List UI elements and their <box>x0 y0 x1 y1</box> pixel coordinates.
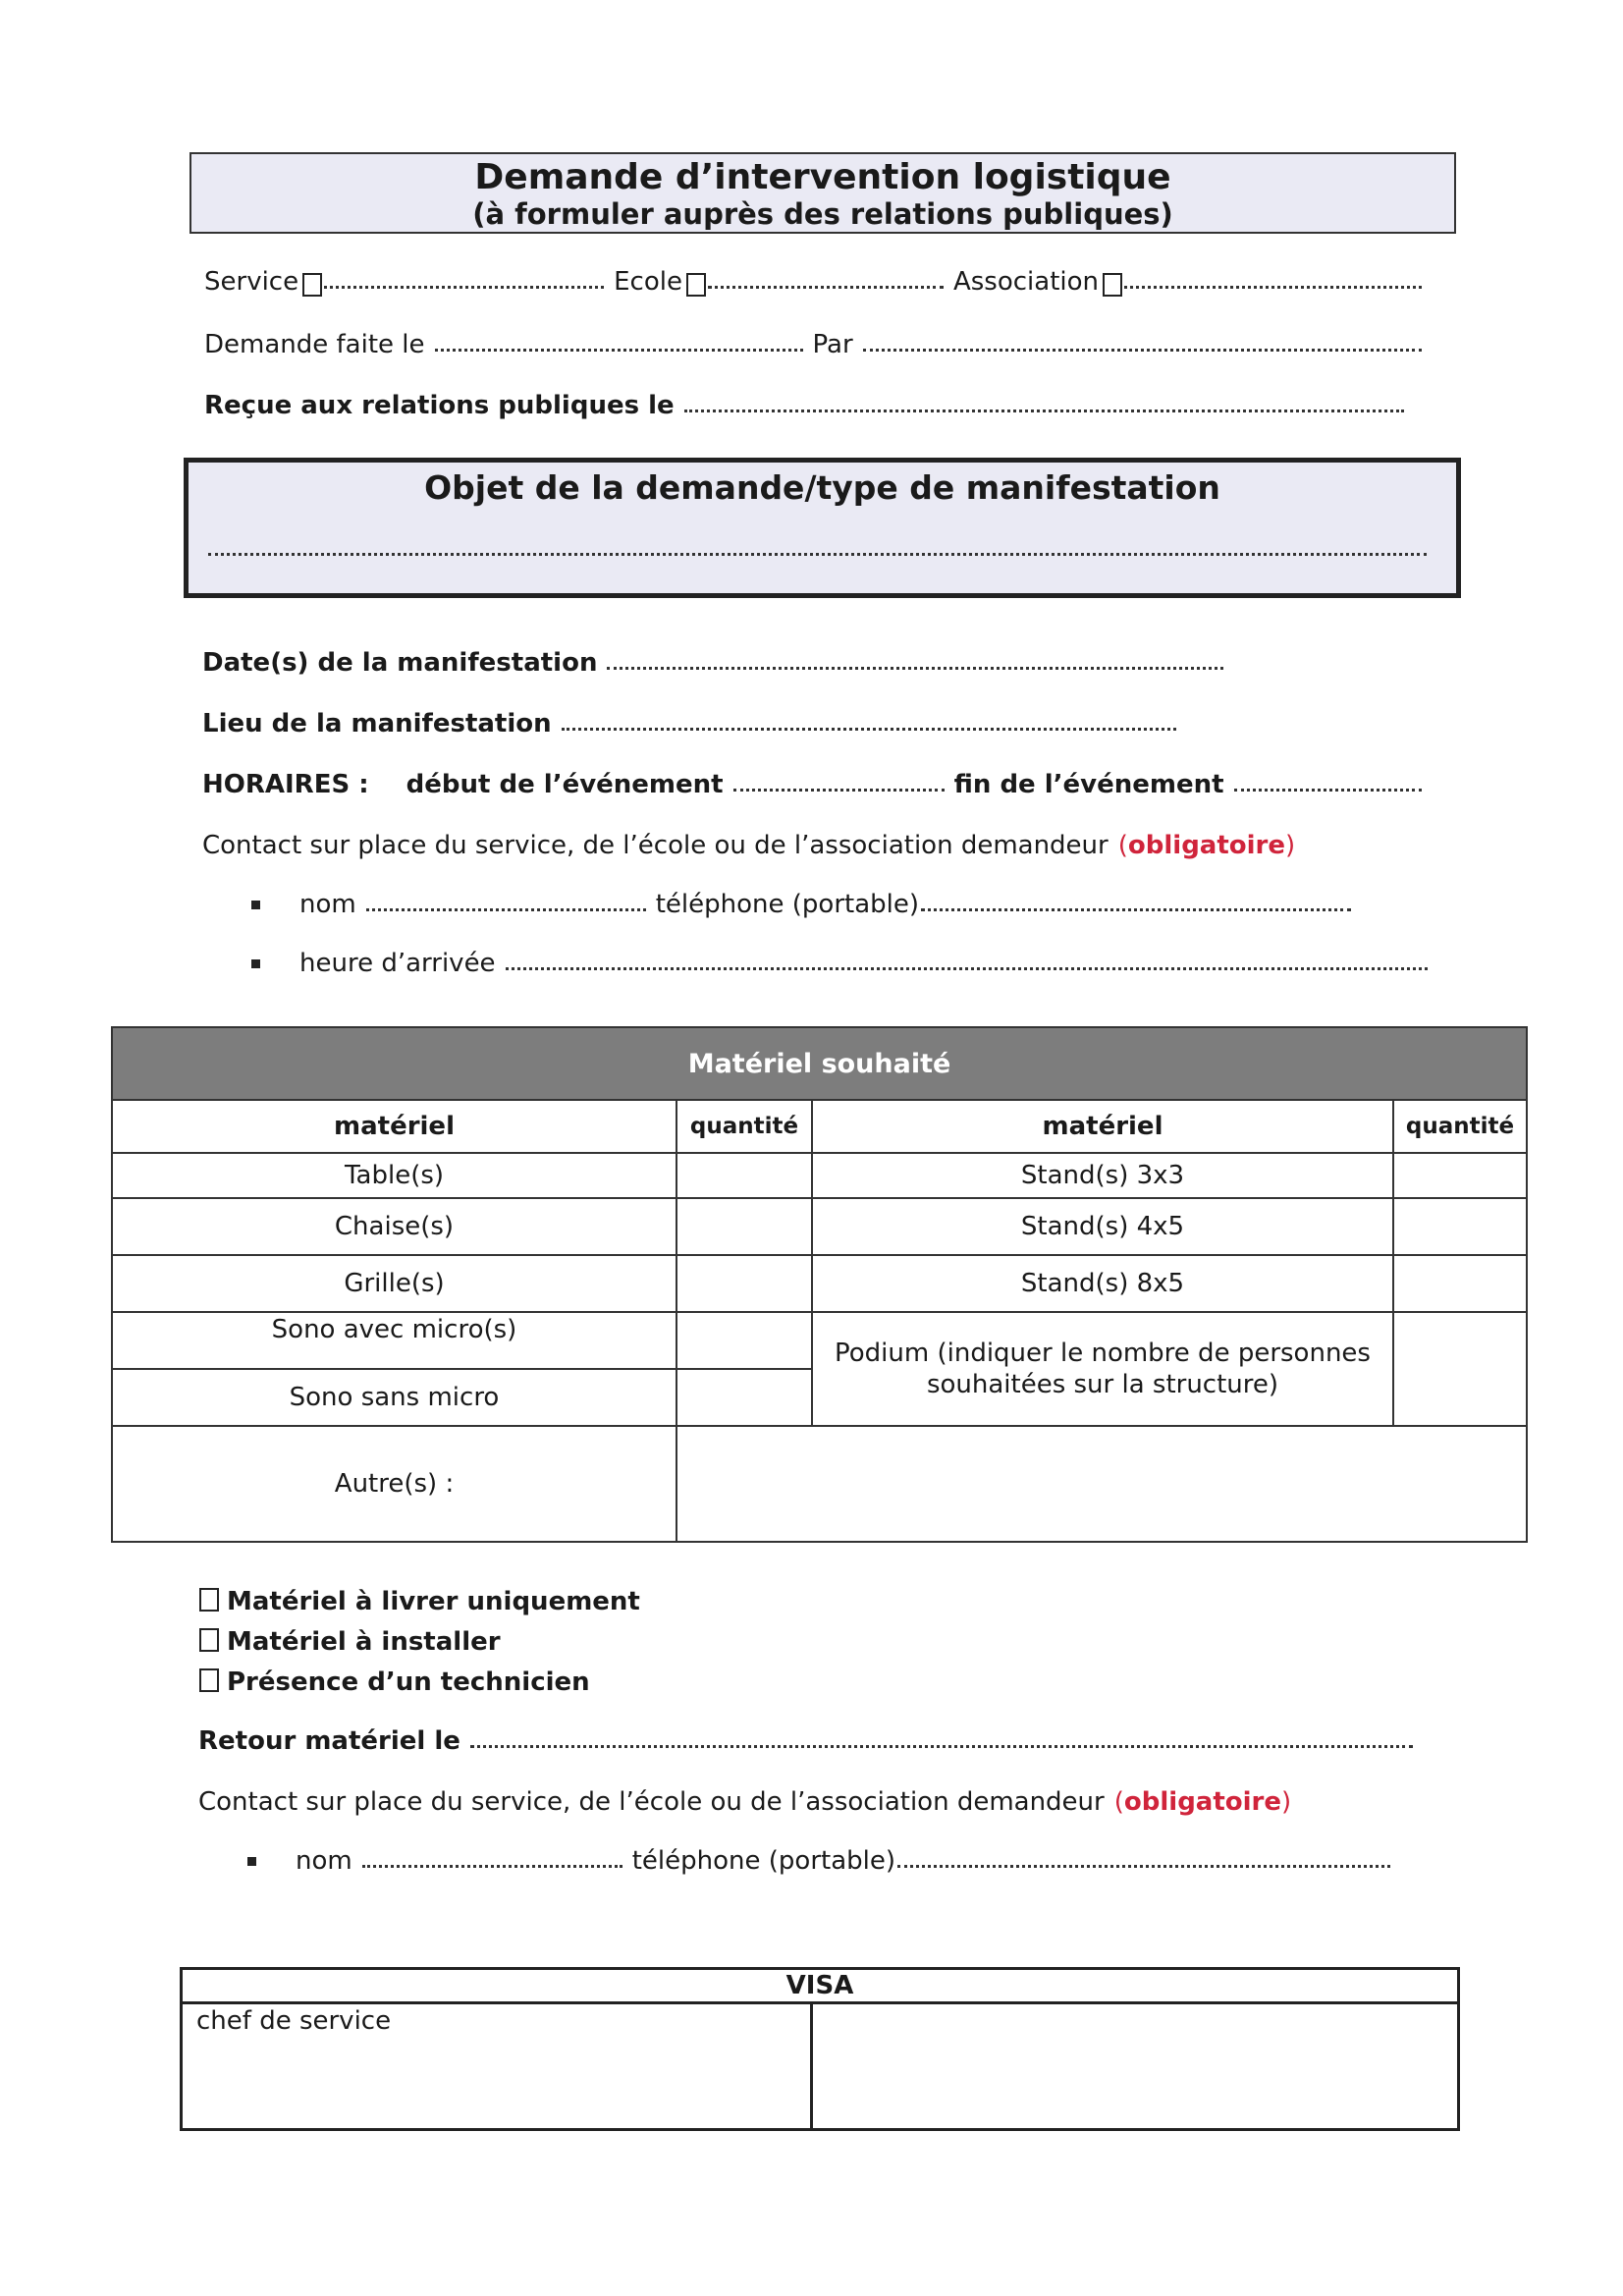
nom-field[interactable] <box>366 908 646 911</box>
materiel-table-title: Matériel souhaité <box>112 1027 1527 1100</box>
horaires-label: HORAIRES : <box>202 770 369 799</box>
item-chaises: Chaise(s) <box>112 1198 676 1255</box>
qty-stand-4x5[interactable] <box>1393 1198 1527 1255</box>
heure-field[interactable] <box>506 967 1428 970</box>
podium-line1: Podium (indiquer le nombre de personnes <box>835 1339 1371 1368</box>
par-label: Par <box>812 330 853 359</box>
retour-telephone-field[interactable] <box>897 1865 1390 1868</box>
table-row <box>112 1255 1527 1312</box>
retour-telephone-label: téléphone (portable) <box>631 1846 895 1876</box>
nom-label: nom <box>299 890 356 919</box>
options-list <box>199 1582 640 1703</box>
ecole-field[interactable] <box>708 286 944 289</box>
item-podium <box>812 1312 1393 1426</box>
retour-nom-label: nom <box>296 1846 352 1876</box>
retour-field[interactable] <box>470 1745 1413 1748</box>
table-row <box>112 1426 1527 1542</box>
col-quantite-right: quantité <box>1393 1100 1527 1153</box>
chef-service-cell[interactable] <box>182 2003 812 2130</box>
recue-field[interactable] <box>684 410 1404 412</box>
fin-label: fin de l’événement <box>953 770 1224 799</box>
table-row <box>112 1153 1527 1198</box>
bullet-icon <box>251 959 260 968</box>
obligatoire-label: obligatoire <box>1127 831 1286 860</box>
service-field[interactable] <box>324 286 604 289</box>
qty-chaises[interactable] <box>676 1198 812 1255</box>
retour-label: Retour matériel le <box>198 1726 460 1756</box>
qty-sono-micro[interactable] <box>676 1312 812 1369</box>
table-header-row <box>112 1100 1527 1153</box>
table-row <box>112 1312 1527 1369</box>
retour-nom-field[interactable] <box>362 1865 622 1868</box>
requester-type-row <box>204 267 1432 297</box>
retour-contact-nom-row <box>247 1846 1400 1876</box>
option-technicien[interactable]: Présence d’un technicien <box>199 1663 640 1703</box>
item-stand-3x3: Stand(s) 3x3 <box>812 1153 1393 1198</box>
association-checkbox[interactable] <box>1103 273 1122 297</box>
service-checkbox[interactable] <box>302 273 322 297</box>
item-sono-micro: Sono avec micro(s) <box>112 1312 676 1369</box>
ecole-checkbox[interactable] <box>686 273 706 297</box>
item-stand-4x5: Stand(s) 4x5 <box>812 1198 1393 1255</box>
contact-nom-row <box>251 890 1361 919</box>
lieu-field[interactable] <box>562 728 1176 731</box>
fin-field[interactable] <box>1234 789 1422 792</box>
recue-label: Reçue aux relations publiques le <box>204 391 675 420</box>
demande-row <box>204 330 1432 359</box>
lieu-label: Lieu de la manifestation <box>202 709 552 738</box>
bullet-icon <box>251 901 260 909</box>
heure-row <box>251 949 1437 978</box>
retour-row <box>198 1726 1423 1756</box>
checkbox-icon[interactable] <box>199 1588 219 1612</box>
item-stand-8x5: Stand(s) 8x5 <box>812 1255 1393 1312</box>
col-quantite-left: quantité <box>676 1100 812 1153</box>
form-title-box <box>189 152 1456 234</box>
objet-title: Objet de la demande/type de manifestation <box>424 468 1220 507</box>
option-livrer[interactable]: Matériel à livrer uniquement <box>199 1582 640 1622</box>
par-field[interactable] <box>863 349 1422 352</box>
qty-grilles[interactable] <box>676 1255 812 1312</box>
telephone-label: téléphone (portable) <box>655 890 919 919</box>
option-installer[interactable]: Matériel à installer <box>199 1622 640 1663</box>
qty-sono-sans-micro[interactable] <box>676 1369 812 1426</box>
qty-podium[interactable] <box>1393 1312 1527 1426</box>
item-tables: Table(s) <box>112 1153 676 1198</box>
recue-row <box>204 391 1414 420</box>
dates-label: Date(s) de la manifestation <box>202 648 598 678</box>
association-field[interactable] <box>1124 286 1422 289</box>
lieu-row <box>202 709 1186 738</box>
dates-field[interactable] <box>607 667 1223 670</box>
col-materiel-right: matériel <box>812 1100 1393 1153</box>
visa-signature-cell[interactable] <box>812 2003 1459 2130</box>
table-row <box>112 1198 1527 1255</box>
heure-label: heure d’arrivée <box>299 949 496 978</box>
qty-stand-3x3[interactable] <box>1393 1153 1527 1198</box>
contact-label: Contact sur place du service, de l’école ou de l’association demandeur <box>202 831 1109 860</box>
debut-field[interactable] <box>733 789 945 792</box>
dates-row <box>202 648 1233 678</box>
objet-box <box>184 458 1461 598</box>
autres-field[interactable] <box>676 1426 1527 1542</box>
podium-line2: souhaitées sur la structure) <box>926 1370 1279 1399</box>
ecole-label: Ecole <box>614 267 682 297</box>
retour-obligatoire-label: obligatoire <box>1123 1787 1282 1817</box>
demande-date-field[interactable] <box>435 349 803 352</box>
contact-row: Contact sur place du service, de l’école ou de l’association demandeur (obligatoire) <box>202 831 1296 860</box>
telephone-field[interactable] <box>921 908 1351 911</box>
item-grilles: Grille(s) <box>112 1255 676 1312</box>
association-label: Association <box>952 267 1099 297</box>
item-sono-sans-micro: Sono sans micro <box>112 1369 676 1426</box>
demande-label: Demande faite le <box>204 330 425 359</box>
form-title: Demande d’intervention logistique <box>474 157 1171 197</box>
horaires-row <box>202 770 1432 799</box>
retour-contact-label: Contact sur place du service, de l’école ou de l’association demandeur <box>198 1787 1105 1817</box>
checkbox-icon[interactable] <box>199 1628 219 1652</box>
retour-contact-row: Contact sur place du service, de l’école ou de l’association demandeur (obligatoire) <box>198 1787 1292 1817</box>
debut-label: début de l’événement <box>406 770 724 799</box>
col-materiel-left: matériel <box>112 1100 676 1153</box>
bullet-icon <box>247 1857 256 1866</box>
visa-table <box>180 1967 1460 2131</box>
visa-title: VISA <box>182 1969 1459 2003</box>
materiel-table <box>111 1026 1528 1543</box>
chef-service-label: chef de service <box>196 2006 392 2036</box>
checkbox-icon[interactable] <box>199 1668 219 1692</box>
autres-label: Autre(s) : <box>112 1426 676 1542</box>
service-label: Service <box>204 267 299 297</box>
objet-field[interactable] <box>208 553 1427 556</box>
qty-stand-8x5[interactable] <box>1393 1255 1527 1312</box>
form-subtitle: (à formuler auprès des relations publiques) <box>472 197 1173 231</box>
qty-tables[interactable] <box>676 1153 812 1198</box>
